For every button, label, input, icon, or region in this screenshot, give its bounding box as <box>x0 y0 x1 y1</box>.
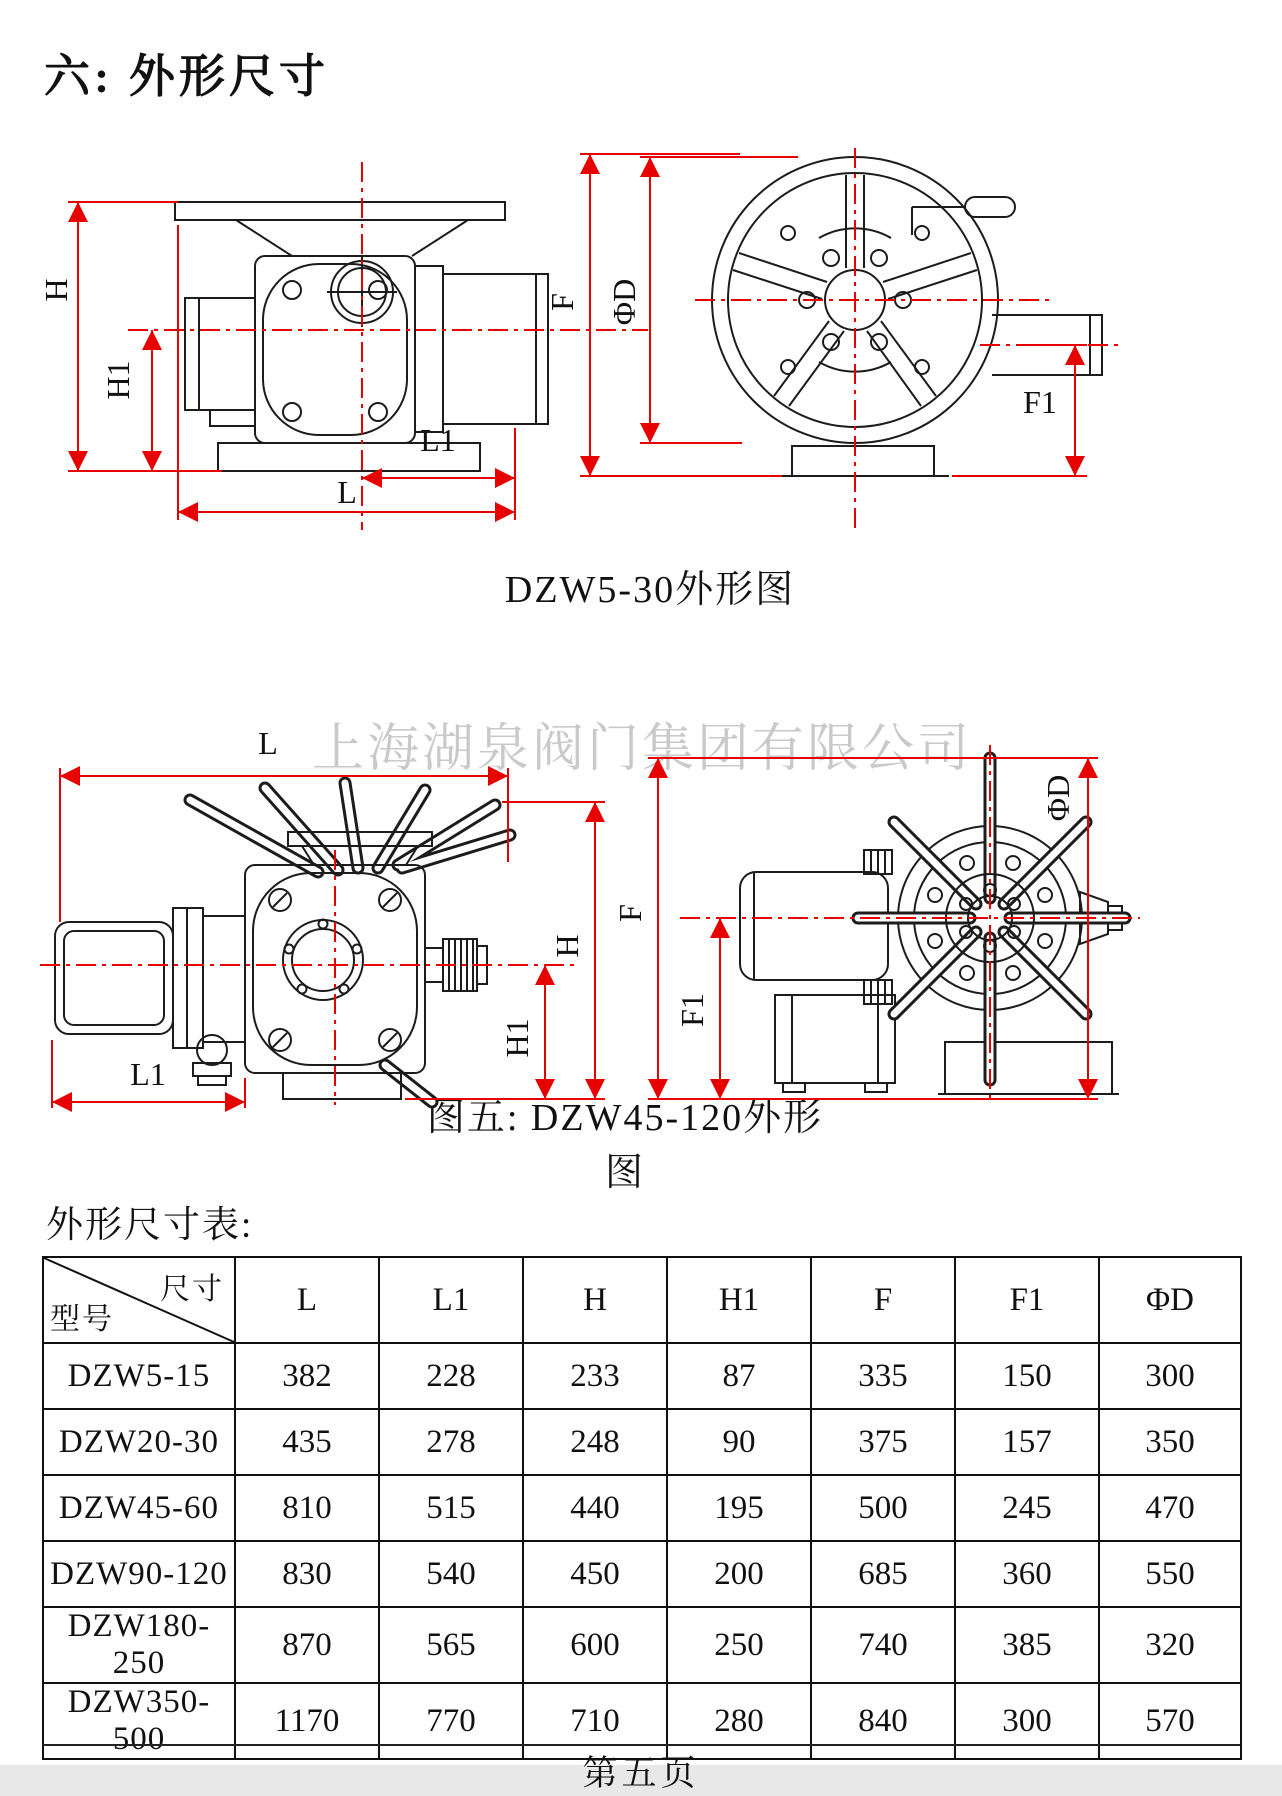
value-cell: 195 <box>667 1475 811 1541</box>
dim-label-h1-2: H1 <box>499 1018 535 1058</box>
column-header: L1 <box>379 1257 523 1343</box>
dim-label-l: L <box>337 474 357 510</box>
value-cell: 810 <box>235 1475 379 1541</box>
value-cell: 685 <box>811 1541 955 1607</box>
value-cell: 840 <box>811 1683 955 1759</box>
column-header: F <box>811 1257 955 1343</box>
value-cell: 382 <box>235 1343 379 1409</box>
value-cell: 280 <box>667 1683 811 1759</box>
dim-label-l-2: L <box>258 725 278 761</box>
model-cell: DZW20-30 <box>43 1409 235 1475</box>
value-cell: 350 <box>1099 1409 1241 1475</box>
dim-label-l1: L1 <box>420 422 456 458</box>
dim-label-phid-2: ΦD <box>1040 774 1076 822</box>
figure2-caption: 图五: DZW45-120外形图 <box>426 1097 824 1194</box>
table-row <box>43 1541 1241 1607</box>
value-cell: 1170 <box>235 1683 379 1759</box>
value-cell: 540 <box>379 1541 523 1607</box>
value-cell: 500 <box>811 1475 955 1541</box>
value-cell: 233 <box>523 1343 667 1409</box>
handwheel-front-view <box>712 157 1102 476</box>
value-cell: 770 <box>379 1683 523 1759</box>
value-cell: 278 <box>379 1409 523 1475</box>
dim-label-f-2: F <box>612 904 648 922</box>
value-cell: 335 <box>811 1343 955 1409</box>
corner-label-model: 型号 <box>50 1303 114 1336</box>
model-cell: DZW90-120 <box>43 1541 235 1607</box>
figure1-caption: DZW5-30外形图 <box>504 569 796 611</box>
corner-cell <box>43 1257 235 1343</box>
value-cell: 250 <box>667 1607 811 1683</box>
dim-label-phid: ΦD <box>606 278 642 326</box>
table-row <box>43 1475 1241 1541</box>
value-cell: 200 <box>667 1541 811 1607</box>
dim-label-l1-2: L1 <box>130 1056 166 1092</box>
column-header: H1 <box>667 1257 811 1343</box>
value-cell: 710 <box>523 1683 667 1759</box>
page-title: 六: 外形尺寸 <box>44 51 329 102</box>
value-cell: 570 <box>1099 1683 1241 1759</box>
value-cell: 87 <box>667 1343 811 1409</box>
corner-label-size: 尺寸 <box>160 1273 224 1306</box>
value-cell: 830 <box>235 1541 379 1607</box>
figure-dzw45-120 <box>40 650 1145 1105</box>
centerlines <box>128 148 1120 530</box>
model-cell: DZW180-250 <box>43 1607 235 1683</box>
value-cell: 375 <box>811 1409 955 1475</box>
value-cell: 565 <box>379 1607 523 1683</box>
table-header-row <box>43 1257 1241 1343</box>
dim-label-h-2: H <box>549 934 585 958</box>
value-cell: 300 <box>955 1683 1099 1759</box>
model-cell: DZW350-500 <box>43 1683 235 1759</box>
value-cell: 320 <box>1099 1607 1241 1683</box>
value-cell: 150 <box>955 1343 1099 1409</box>
value-cell: 435 <box>235 1409 379 1475</box>
watermark: 上海湖泉阀门集团有限公司 <box>312 721 973 778</box>
value-cell: 248 <box>523 1409 667 1475</box>
value-cell: 470 <box>1099 1475 1241 1541</box>
dim-label-f1-2: F1 <box>674 993 710 1027</box>
dim-label-f: F <box>544 293 580 311</box>
value-cell: 550 <box>1099 1541 1241 1607</box>
column-header: ΦD <box>1099 1257 1241 1343</box>
table-row <box>43 1409 1241 1475</box>
centerlines-2 <box>40 745 1140 1105</box>
dzw5-30-drawing <box>40 140 1140 535</box>
page-footer: 第五页 <box>582 1754 700 1793</box>
value-cell: 228 <box>379 1343 523 1409</box>
dimension-table <box>42 1256 1242 1760</box>
dim-label-f1: F1 <box>1023 384 1057 420</box>
value-cell: 740 <box>811 1607 955 1683</box>
handwheel-front-view-2 <box>740 758 1125 1094</box>
figure-dzw5-30 <box>40 140 1140 535</box>
dzw45-120-drawing <box>40 650 1145 1105</box>
table-title: 外形尺寸表: <box>46 1205 254 1246</box>
column-header: H <box>523 1257 667 1343</box>
column-header: L <box>235 1257 379 1343</box>
table-row <box>43 1607 1241 1683</box>
value-cell: 90 <box>667 1409 811 1475</box>
value-cell: 300 <box>1099 1343 1241 1409</box>
value-cell: 870 <box>235 1607 379 1683</box>
value-cell: 245 <box>955 1475 1099 1541</box>
dim-label-h1: H1 <box>100 360 136 400</box>
value-cell: 515 <box>379 1475 523 1541</box>
value-cell: 450 <box>523 1541 667 1607</box>
value-cell: 385 <box>955 1607 1099 1683</box>
model-cell: DZW45-60 <box>43 1475 235 1541</box>
column-header: F1 <box>955 1257 1099 1343</box>
value-cell: 157 <box>955 1409 1099 1475</box>
value-cell: 440 <box>523 1475 667 1541</box>
table-row <box>43 1343 1241 1409</box>
model-cell: DZW5-15 <box>43 1343 235 1409</box>
side-view-outline-2 <box>55 783 510 1102</box>
dim-label-h: H <box>38 278 74 302</box>
table-body <box>43 1343 1241 1759</box>
value-cell: 360 <box>955 1541 1099 1607</box>
value-cell: 600 <box>523 1607 667 1683</box>
